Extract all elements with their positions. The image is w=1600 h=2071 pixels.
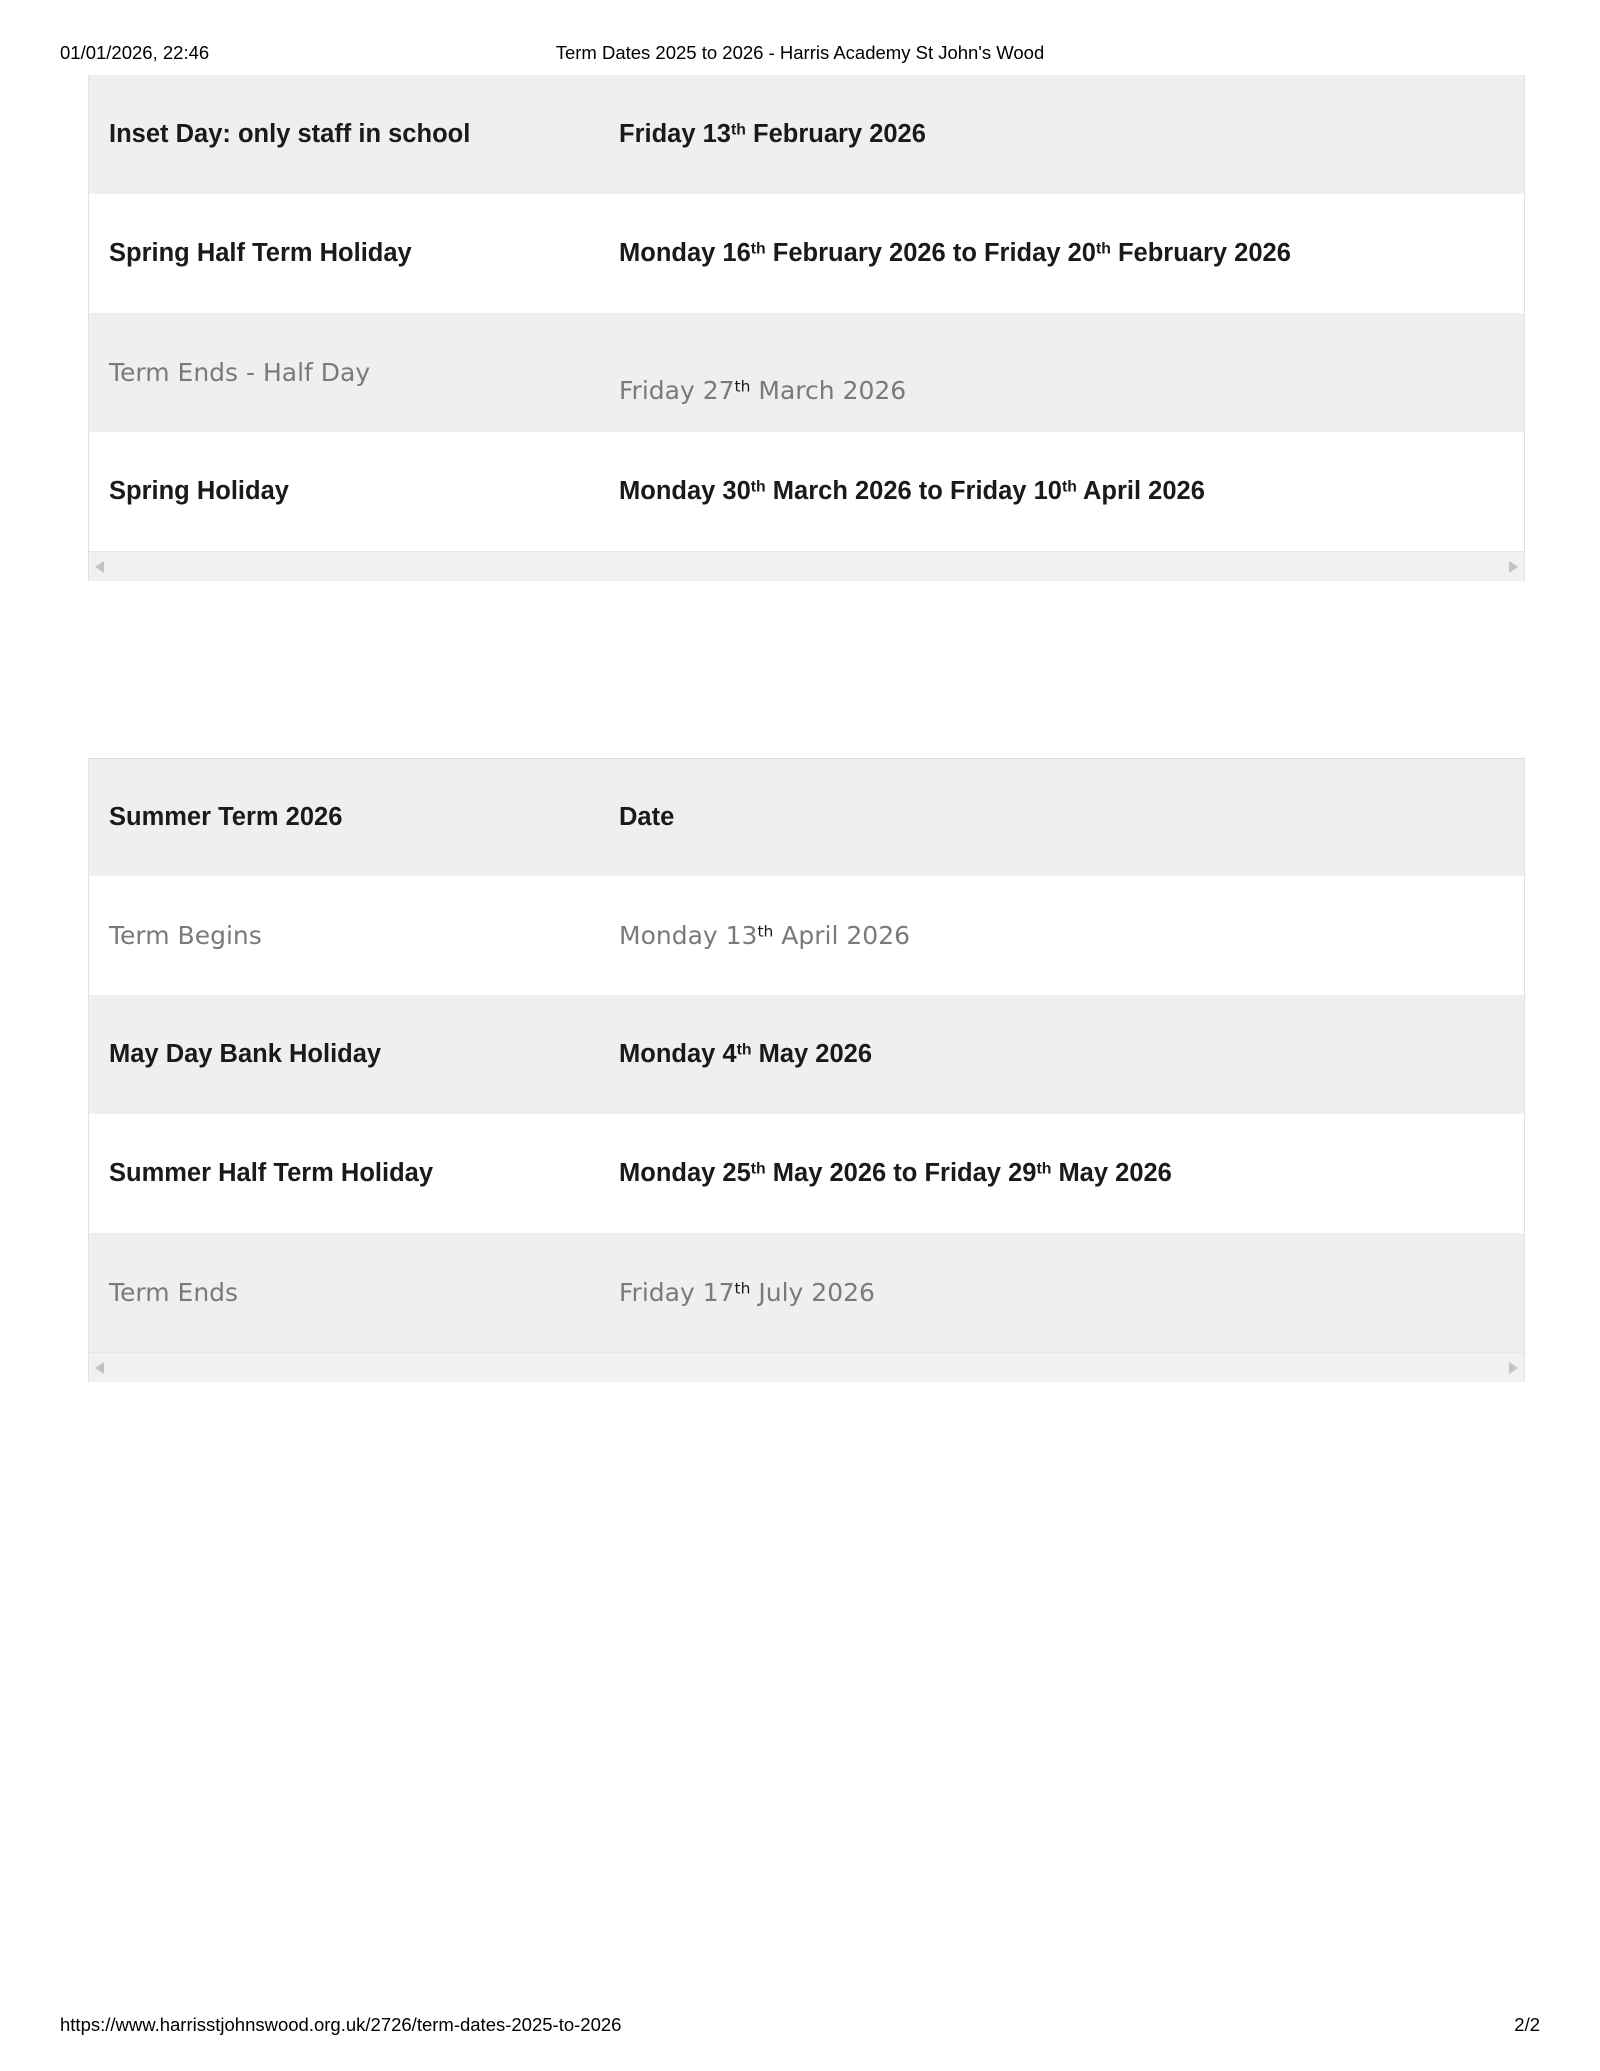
column-header-date: Date [619,803,675,831]
ordinal-suffix: th [734,377,751,396]
cell-event-date: Monday 25th May 2026 to Friday 29th May 2026 [619,1159,1172,1187]
ordinal-suffix: th [736,1041,752,1059]
cell-event-name: Term Ends [109,1278,239,1307]
horizontal-scrollbar[interactable] [89,1352,1524,1382]
cell-event-name: Term Ends - Half Day [109,358,371,387]
cell-event-name: Inset Day: only staff in school [109,120,471,148]
cell-event-date: Monday 16th February 2026 to Friday 20th February 2026 [619,239,1291,267]
print-header-datetime: 01/01/2026, 22:46 [60,42,210,63]
table-row [89,313,1524,432]
scrollbar-track[interactable] [119,552,1494,582]
scroll-right-arrow-icon[interactable] [1494,552,1524,582]
cell-event-date: Friday 17th July 2026 [619,1278,875,1307]
cell-event-date: Monday 4th May 2026 [619,1040,873,1068]
print-header [0,40,1600,66]
ordinal-suffix: th [750,240,766,258]
scrollbar-track[interactable] [119,1353,1494,1383]
print-footer-page-number: 2/2 [1514,2014,1540,2035]
cell-event-name: Spring Half Term Holiday [109,239,412,267]
ordinal-suffix: th [1095,240,1111,258]
table-row [89,75,1524,194]
cell-event-date: Friday 13th February 2026 [619,120,926,148]
term-dates-table-summer [88,758,1525,1382]
ordinal-suffix: th [734,1279,751,1298]
table-row [89,194,1524,313]
cell-event-date: Monday 30th March 2026 to Friday 10th April 2026 [619,477,1205,505]
scroll-left-arrow-icon[interactable] [89,1353,119,1383]
cell-event-date: Friday 27th March 2026 [619,376,907,405]
table-row [89,995,1524,1114]
cell-event-name: Term Begins [109,921,262,950]
cell-event-name: May Day Bank Holiday [109,1040,382,1068]
term-dates-table-spring [88,75,1525,581]
print-footer [0,2012,1600,2038]
cell-event-name: Spring Holiday [109,477,289,505]
table-row [89,1233,1524,1352]
ordinal-suffix: th [757,922,774,941]
ordinal-suffix: th [1061,478,1077,496]
cell-event-date: Monday 13th April 2026 [619,921,911,950]
print-header-title: Term Dates 2025 to 2026 - Harris Academy St John's Wood [555,42,1045,63]
ordinal-suffix: th [1036,1160,1052,1178]
ordinal-suffix: th [750,478,766,496]
cell-event-name: Summer Half Term Holiday [109,1159,434,1187]
scroll-left-arrow-icon[interactable] [89,552,119,582]
column-header-event: Summer Term 2026 [109,803,343,831]
table-row [89,432,1524,551]
table-row [89,876,1524,995]
table-header-row [89,759,1524,876]
table-row [89,1114,1524,1233]
scroll-right-arrow-icon[interactable] [1494,1353,1524,1383]
print-footer-url: https://www.harrisstjohnswood.org.uk/2726/term-dates-2025-to-2026 [60,2014,622,2035]
horizontal-scrollbar[interactable] [89,551,1524,581]
ordinal-suffix: th [750,1160,766,1178]
ordinal-suffix: th [730,121,746,139]
